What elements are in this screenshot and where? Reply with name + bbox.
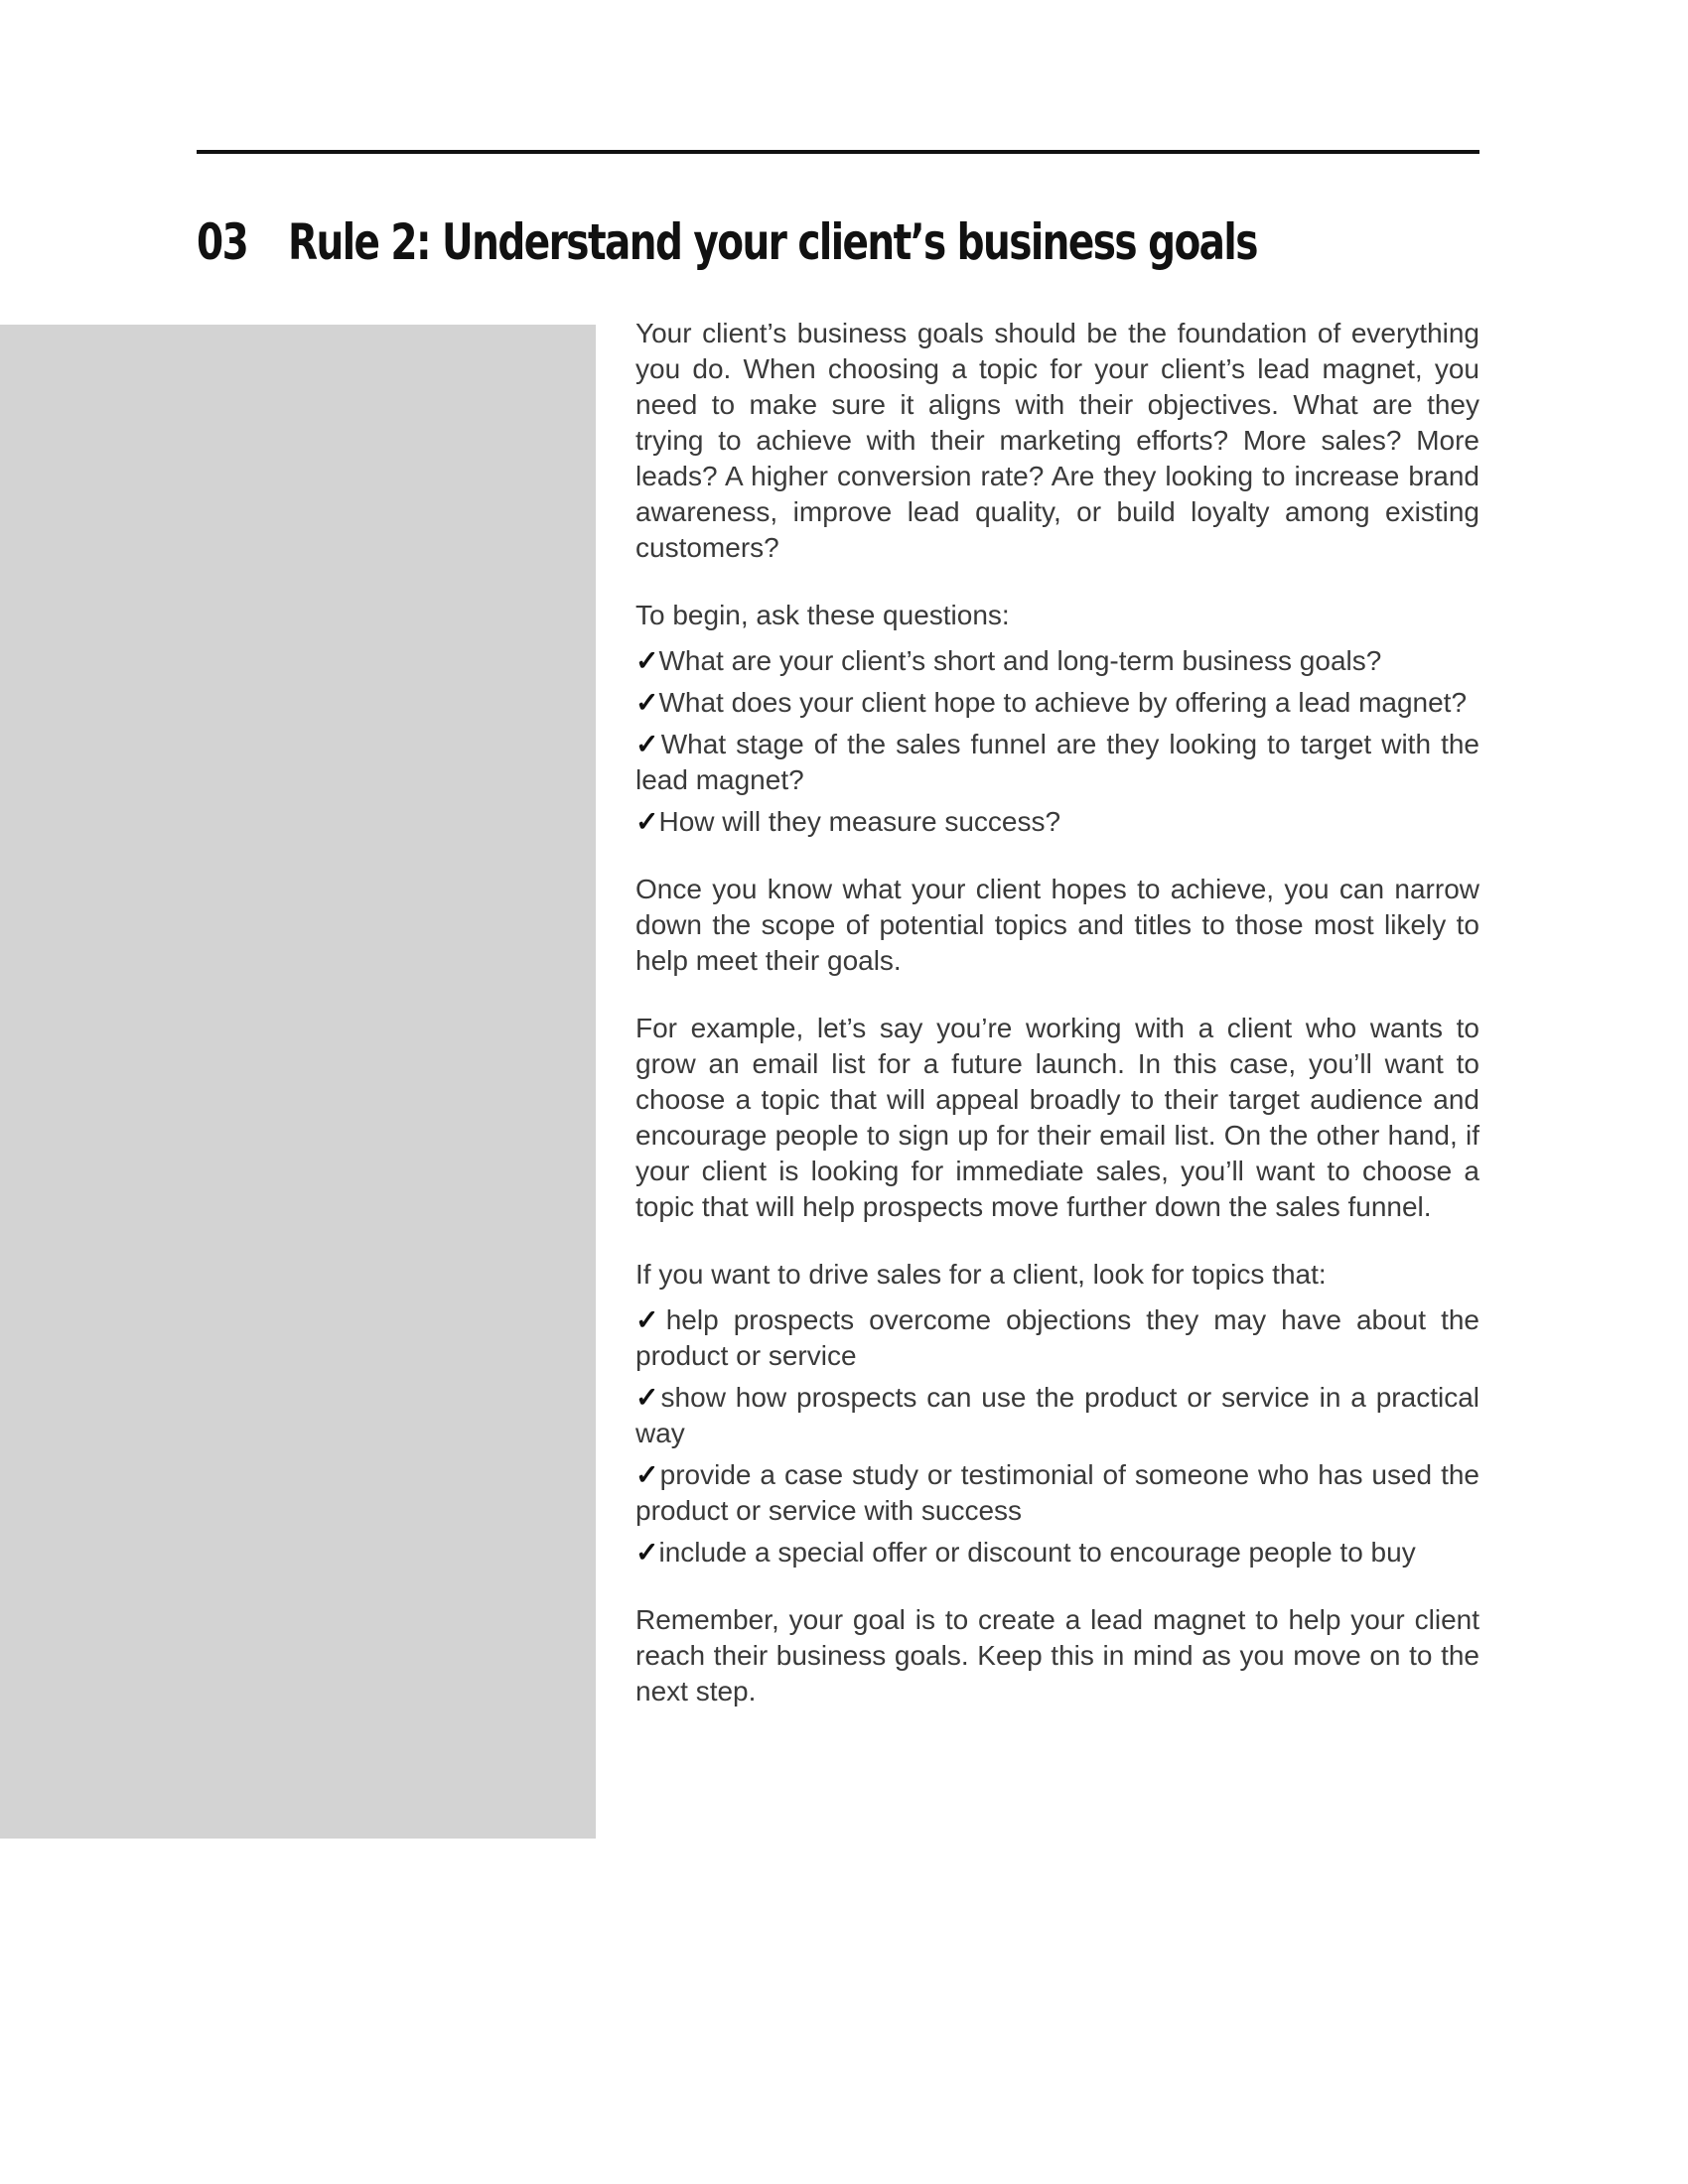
sales-topics-list: [635, 1302, 1479, 1570]
list-item: ✓show how prospects can use the product or service in a practical way: [635, 1382, 1479, 1448]
closing-paragraph: Remember, your goal is to create a lead magnet to help your client reach their business goals. Keep this in mind as you move on to the next step.: [635, 1604, 1479, 1706]
check-icon: ✓: [635, 806, 659, 837]
list-item: ✓provide a case study or testimonial of someone who has used the product or service with success: [635, 1459, 1479, 1526]
check-icon: ✓: [635, 687, 659, 718]
list-item: ✓What are your client’s short and long-term business goals?: [635, 645, 1382, 676]
questions-intro: To begin, ask these questions:: [635, 600, 1010, 630]
chapter-number: 03: [197, 213, 248, 271]
header-rule: [197, 150, 1479, 154]
check-icon: ✓: [635, 1382, 661, 1413]
list-item: ✓include a special offer or discount to encourage people to buy: [635, 1537, 1416, 1568]
check-icon: ✓: [635, 645, 659, 676]
example-paragraph: For example, let’s say you’re working with a client who wants to grow an email list for a future launch. In this case, you’ll want to choose a topic that will appeal broadly to their target audience and encourage people to sign up for their email list. On the other hand, if your client is looking for immediate sales, you’ll want to choose a topic that will help prospects move further down the sales funnel.: [635, 1013, 1479, 1222]
questions-list: [635, 643, 1479, 840]
intro-paragraph: Your client’s business goals should be the foundation of everything you do. When choosing a topic for your client’s lead magnet, you need to make sure it aligns with their objectives. What are they trying to achieve with their marketing efforts? More sales? More leads? A higher conversion rate? Are they looking to increase brand awareness, improve lead quality, or build loyalty among existing customers?: [635, 318, 1479, 563]
body-content: [635, 316, 1479, 1741]
list-item: ✓help prospects overcome objections they may have about the product or service: [635, 1304, 1479, 1371]
side-panel: [0, 325, 596, 1839]
list-item: ✓What stage of the sales funnel are they looking to target with the lead magnet?: [635, 729, 1480, 795]
check-icon: ✓: [635, 1537, 659, 1568]
sales-intro: If you want to drive sales for a client, look for topics that:: [635, 1259, 1327, 1290]
check-icon: ✓: [635, 1459, 660, 1490]
chapter-heading: [197, 206, 1257, 278]
list-item: ✓How will they measure success?: [635, 806, 1061, 837]
list-item: ✓What does your client hope to achieve by offering a lead magnet?: [635, 687, 1468, 718]
check-icon: ✓: [635, 1304, 666, 1335]
narrow-paragraph: Once you know what your client hopes to achieve, you can narrow down the scope of potential topics and titles to those most likely to help meet their goals.: [635, 874, 1479, 976]
chapter-title: Rule 2: Understand your client’s business goals: [288, 213, 1257, 271]
check-icon: ✓: [635, 729, 661, 759]
